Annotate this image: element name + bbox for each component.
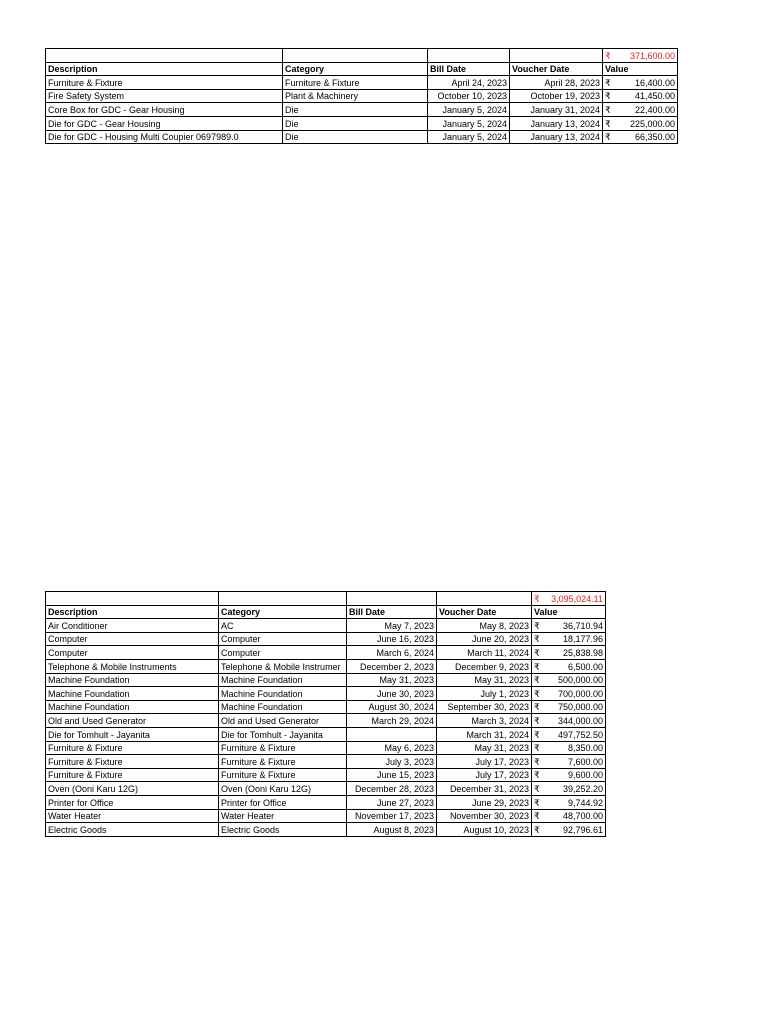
category-cell[interactable]: Machine Foundation — [219, 700, 347, 714]
table-row — [46, 755, 606, 769]
value-cell[interactable] — [532, 809, 606, 823]
value-cell-amount: 16,400.00 — [634, 77, 675, 88]
voucher-date-cell[interactable]: January 31, 2024 — [510, 103, 603, 117]
value-cell[interactable] — [532, 823, 606, 837]
category-cell[interactable]: Machine Foundation — [219, 673, 347, 687]
table-row — [46, 795, 606, 809]
value-cell-amount: 700,000.00 — [557, 688, 603, 699]
category-cell[interactable]: Die — [283, 130, 428, 144]
currency-symbol: ₹ — [534, 770, 540, 781]
voucher-date-cell[interactable]: December 31, 2023 — [437, 782, 532, 796]
category-cell[interactable]: Furniture & Fixture — [219, 755, 347, 769]
currency-symbol: ₹ — [534, 593, 540, 604]
bill-date-cell[interactable]: May 31, 2023 — [347, 673, 437, 687]
bill-date-cell[interactable]: August 30, 2024 — [347, 700, 437, 714]
currency-symbol: ₹ — [534, 797, 540, 808]
category-cell[interactable]: AC — [219, 619, 347, 633]
category-cell[interactable]: Computer — [219, 632, 347, 646]
bill-date-cell[interactable]: January 5, 2024 — [428, 130, 510, 144]
value-cell[interactable] — [532, 646, 606, 660]
value-cell[interactable] — [532, 727, 606, 741]
description-cell[interactable]: Machine Foundation — [46, 687, 219, 701]
currency-symbol: ₹ — [534, 634, 540, 645]
currency-symbol: ₹ — [534, 824, 540, 835]
description-cell[interactable]: Die for GDC - Housing Multi Coupier 0697989.0 — [46, 130, 283, 144]
voucher-date-cell[interactable]: July 17, 2023 — [437, 768, 532, 782]
table-row — [46, 809, 606, 823]
value-cell-amount: 9,744.92 — [567, 797, 603, 808]
value-cell[interactable] — [532, 700, 606, 714]
value-cell-amount: 9,600.00 — [567, 770, 603, 781]
category-cell[interactable]: Furniture & Fixture — [219, 768, 347, 782]
currency-symbol: ₹ — [534, 743, 540, 754]
currency-symbol: ₹ — [534, 688, 540, 699]
value-cell-amount: 48,700.00 — [562, 811, 603, 822]
empty-cell[interactable] — [283, 49, 428, 63]
total-value-cell-amount: 371,600.00 — [629, 50, 675, 61]
value-cell-amount: 25,838.98 — [562, 647, 603, 658]
value-cell[interactable] — [532, 755, 606, 769]
value-cell-amount: 225,000.00 — [629, 118, 675, 129]
bill-date-cell[interactable]: November 17, 2023 — [347, 809, 437, 823]
voucher-date-cell[interactable]: September 30, 2023 — [437, 700, 532, 714]
value-cell-amount: 344,000.00 — [557, 715, 603, 726]
value-cell[interactable] — [532, 795, 606, 809]
header-bill-date[interactable]: Bill Date — [428, 62, 510, 76]
value-cell[interactable] — [532, 741, 606, 755]
bill-date-cell[interactable]: January 5, 2024 — [428, 116, 510, 130]
value-cell[interactable] — [532, 619, 606, 633]
currency-symbol: ₹ — [605, 132, 611, 143]
value-cell-amount: 18,177.96 — [562, 634, 603, 645]
category-cell[interactable]: Die — [283, 116, 428, 130]
description-cell[interactable]: Core Box for GDC - Gear Housing — [46, 103, 283, 117]
description-cell[interactable]: Old and Used Generator — [46, 714, 219, 728]
bill-date-cell[interactable]: January 5, 2024 — [428, 103, 510, 117]
value-cell-amount: 39,252.20 — [562, 783, 603, 794]
table-row — [46, 659, 606, 673]
description-cell[interactable]: Water Heater — [46, 809, 219, 823]
value-cell-amount: 500,000.00 — [557, 675, 603, 686]
table-row — [46, 673, 606, 687]
header-category[interactable]: Category — [283, 62, 428, 76]
bill-date-cell[interactable]: June 27, 2023 — [347, 795, 437, 809]
table-row — [46, 130, 678, 144]
total-value-cell[interactable] — [603, 49, 678, 63]
value-cell[interactable] — [603, 130, 678, 144]
description-cell[interactable]: Die for GDC - Gear Housing — [46, 116, 283, 130]
value-cell[interactable] — [532, 714, 606, 728]
value-cell-amount: 36,710.94 — [562, 620, 603, 631]
table-row — [46, 768, 606, 782]
description-cell[interactable]: Furniture & Fixture — [46, 768, 219, 782]
header-description[interactable]: Description — [46, 605, 219, 619]
value-cell-amount: 41,450.00 — [634, 91, 675, 102]
bill-date-cell[interactable]: March 6, 2024 — [347, 646, 437, 660]
currency-symbol: ₹ — [534, 647, 540, 658]
table-row — [46, 116, 678, 130]
value-cell-amount: 750,000.00 — [557, 702, 603, 713]
currency-symbol: ₹ — [534, 661, 540, 672]
description-cell[interactable]: Machine Foundation — [46, 700, 219, 714]
description-cell[interactable]: Die for Tomhult - Jayanita — [46, 727, 219, 741]
category-cell[interactable]: Water Heater — [219, 809, 347, 823]
bill-date-cell[interactable]: May 7, 2023 — [347, 619, 437, 633]
currency-symbol: ₹ — [534, 715, 540, 726]
bill-date-cell[interactable] — [347, 727, 437, 741]
currency-symbol: ₹ — [605, 118, 611, 129]
voucher-date-cell[interactable]: May 31, 2023 — [437, 741, 532, 755]
voucher-date-cell[interactable]: July 17, 2023 — [437, 755, 532, 769]
category-cell[interactable]: Furniture & Fixture — [219, 741, 347, 755]
value-cell[interactable] — [603, 116, 678, 130]
voucher-date-cell[interactable]: June 29, 2023 — [437, 795, 532, 809]
value-cell-amount: 92,796.61 — [562, 824, 603, 835]
value-cell-amount: 7,600.00 — [567, 756, 603, 767]
table-row — [46, 619, 606, 633]
bill-date-cell[interactable]: July 3, 2023 — [347, 755, 437, 769]
currency-symbol: ₹ — [605, 50, 611, 61]
description-cell[interactable]: Fire Safety System — [46, 89, 283, 103]
voucher-date-cell[interactable]: July 1, 2023 — [437, 687, 532, 701]
empty-cell[interactable] — [347, 592, 437, 606]
empty-cell[interactable] — [428, 49, 510, 63]
voucher-date-cell[interactable]: April 28, 2023 — [510, 76, 603, 90]
header-voucher-date[interactable]: Voucher Date — [510, 62, 603, 76]
header-value[interactable]: Value — [603, 62, 678, 76]
bill-date-cell[interactable]: August 8, 2023 — [347, 823, 437, 837]
currency-symbol: ₹ — [534, 783, 540, 794]
table-row — [46, 89, 678, 103]
category-cell[interactable]: Printer for Office — [219, 795, 347, 809]
category-cell[interactable]: Old and Used Generator — [219, 714, 347, 728]
bill-date-cell[interactable]: June 30, 2023 — [347, 687, 437, 701]
value-cell-amount: 66,350.00 — [634, 132, 675, 143]
bill-date-cell[interactable]: December 2, 2023 — [347, 659, 437, 673]
category-cell[interactable]: Machine Foundation — [219, 687, 347, 701]
category-cell[interactable]: Oven (Ooni Karu 12G) — [219, 782, 347, 796]
category-cell[interactable]: Plant & Machinery — [283, 89, 428, 103]
value-cell[interactable] — [532, 782, 606, 796]
category-cell[interactable]: Telephone & Mobile Instrumer — [219, 659, 347, 673]
header-row — [46, 605, 606, 619]
empty-cell[interactable] — [510, 49, 603, 63]
bill-date-cell[interactable]: October 10, 2023 — [428, 89, 510, 103]
currency-symbol: ₹ — [534, 702, 540, 713]
description-cell[interactable]: Printer for Office — [46, 795, 219, 809]
header-voucher-date[interactable]: Voucher Date — [437, 605, 532, 619]
total-row — [46, 592, 606, 606]
currency-symbol: ₹ — [534, 756, 540, 767]
empty-cell[interactable] — [219, 592, 347, 606]
asset-table-2 — [45, 591, 606, 837]
description-cell[interactable]: Furniture & Fixture — [46, 755, 219, 769]
currency-symbol: ₹ — [534, 620, 540, 631]
table-row — [46, 741, 606, 755]
currency-symbol: ₹ — [534, 729, 540, 740]
value-cell[interactable] — [532, 632, 606, 646]
header-row — [46, 62, 678, 76]
description-cell[interactable]: Computer — [46, 632, 219, 646]
header-value[interactable]: Value — [532, 605, 606, 619]
category-cell[interactable]: Computer — [219, 646, 347, 660]
description-cell[interactable]: Computer — [46, 646, 219, 660]
table-row — [46, 714, 606, 728]
value-cell[interactable] — [532, 768, 606, 782]
currency-symbol: ₹ — [605, 104, 611, 115]
empty-cell[interactable] — [46, 592, 219, 606]
value-cell[interactable] — [532, 659, 606, 673]
table-row — [46, 727, 606, 741]
voucher-date-cell[interactable]: January 13, 2024 — [510, 116, 603, 130]
value-cell[interactable] — [532, 673, 606, 687]
value-cell[interactable] — [603, 76, 678, 90]
value-cell-amount: 6,500.00 — [567, 661, 603, 672]
bill-date-cell[interactable]: June 16, 2023 — [347, 632, 437, 646]
voucher-date-cell[interactable]: March 31, 2024 — [437, 727, 532, 741]
currency-symbol: ₹ — [605, 91, 611, 102]
header-bill-date[interactable]: Bill Date — [347, 605, 437, 619]
voucher-date-cell[interactable]: March 3, 2024 — [437, 714, 532, 728]
voucher-date-cell[interactable]: May 31, 2023 — [437, 673, 532, 687]
value-cell[interactable] — [603, 89, 678, 103]
category-cell[interactable]: Furniture & Fixture — [283, 76, 428, 90]
value-cell-amount: 22,400.00 — [634, 104, 675, 115]
description-cell[interactable]: Machine Foundation — [46, 673, 219, 687]
table-row — [46, 103, 678, 117]
description-cell[interactable]: Furniture & Fixture — [46, 741, 219, 755]
table-row — [46, 646, 606, 660]
empty-cell[interactable] — [46, 49, 283, 63]
total-value-cell-amount: 3,095,024.11 — [551, 593, 603, 604]
voucher-date-cell[interactable]: November 30, 2023 — [437, 809, 532, 823]
voucher-date-cell[interactable]: March 11, 2024 — [437, 646, 532, 660]
currency-symbol: ₹ — [534, 675, 540, 686]
value-cell-amount: 497,752.50 — [557, 729, 603, 740]
header-category[interactable]: Category — [219, 605, 347, 619]
empty-cell[interactable] — [437, 592, 532, 606]
category-cell[interactable]: Electric Goods — [219, 823, 347, 837]
table-row — [46, 687, 606, 701]
description-cell[interactable]: Telephone & Mobile Instruments — [46, 659, 219, 673]
bill-date-cell[interactable]: June 15, 2023 — [347, 768, 437, 782]
voucher-date-cell[interactable]: January 13, 2024 — [510, 130, 603, 144]
total-value-cell[interactable] — [532, 592, 606, 606]
currency-symbol: ₹ — [605, 77, 611, 88]
bill-date-cell[interactable]: December 28, 2023 — [347, 782, 437, 796]
currency-symbol: ₹ — [534, 811, 540, 822]
description-cell[interactable]: Oven (Ooni Karu 12G) — [46, 782, 219, 796]
total-row — [46, 49, 678, 63]
voucher-date-cell[interactable]: October 19, 2023 — [510, 89, 603, 103]
value-cell[interactable] — [532, 687, 606, 701]
voucher-date-cell[interactable]: December 9, 2023 — [437, 659, 532, 673]
description-cell[interactable]: Furniture & Fixture — [46, 76, 283, 90]
category-cell[interactable]: Die — [283, 103, 428, 117]
value-cell-amount: 8,350.00 — [567, 743, 603, 754]
description-cell[interactable]: Air Conditioner — [46, 619, 219, 633]
table-row — [46, 823, 606, 837]
description-cell[interactable]: Electric Goods — [46, 823, 219, 837]
value-cell[interactable] — [603, 103, 678, 117]
table-row — [46, 632, 606, 646]
category-cell[interactable]: Die for Tomhult - Jayanita — [219, 727, 347, 741]
voucher-date-cell[interactable]: June 20, 2023 — [437, 632, 532, 646]
voucher-date-cell[interactable]: May 8, 2023 — [437, 619, 532, 633]
bill-date-cell[interactable]: May 6, 2023 — [347, 741, 437, 755]
bill-date-cell[interactable]: March 29, 2024 — [347, 714, 437, 728]
asset-table-1 — [45, 48, 678, 144]
voucher-date-cell[interactable]: August 10, 2023 — [437, 823, 532, 837]
table-row — [46, 76, 678, 90]
table-row — [46, 782, 606, 796]
header-description[interactable]: Description — [46, 62, 283, 76]
table-row — [46, 700, 606, 714]
bill-date-cell[interactable]: April 24, 2023 — [428, 76, 510, 90]
